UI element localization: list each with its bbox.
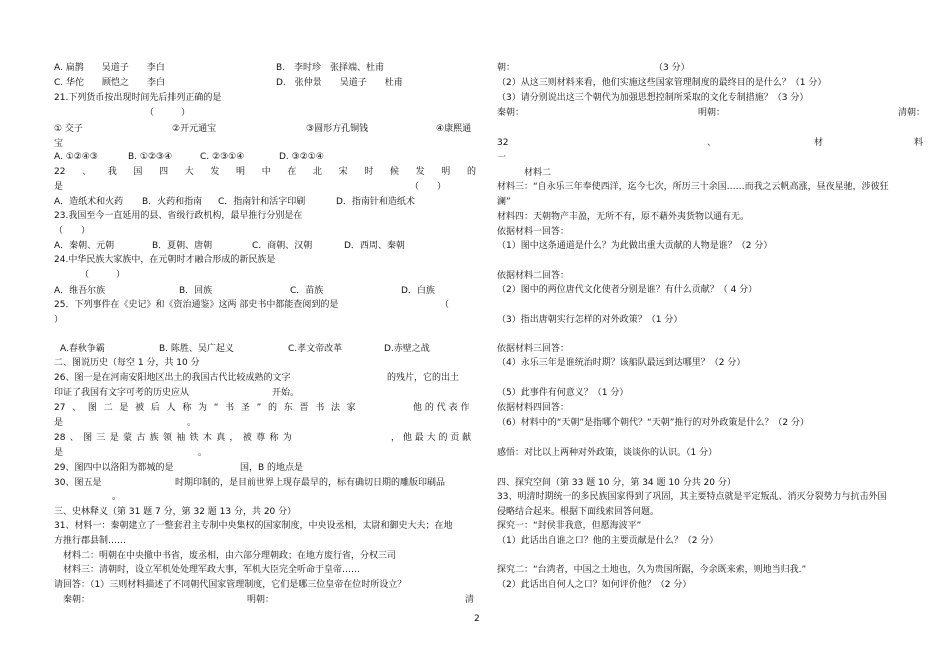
q21-stem: 21.下列货币按出现时间先后排列正确的是 [54, 93, 222, 103]
q32-material-2-label: 材料二 [497, 168, 552, 178]
q31-sub-3: （3）请分别说出这三个朝代为加强思想控制所采取的文化专制措施？（3 分） [497, 93, 809, 103]
q22-char: 候 [389, 167, 399, 177]
q22-char: 明 [441, 167, 451, 177]
q27-text-end: 他 的 代 表 作 [413, 403, 470, 413]
q21-item-3: ③圆形方孔铜钱 [306, 124, 369, 134]
q32-material-4: 材料四：天朝物产丰盈，无所不有，原不藉外夷货物以通有无。 [497, 212, 750, 222]
option-c: C.孝文帝改革 [288, 344, 343, 354]
answer-ming: 明朝： [247, 595, 275, 605]
q22-stem-cont: 是 [54, 182, 64, 192]
option-c: C. ②③①④ [200, 152, 245, 162]
q22-char: 发 [210, 167, 220, 177]
q21-item-4: ④康熙通 [436, 124, 472, 134]
q26-text-cont: 的残片，它的出土 [387, 373, 460, 383]
option-b: B．夏朝、唐朝 [152, 241, 213, 251]
q28-char: 是 [109, 433, 119, 443]
q28-line2: 是 [54, 448, 64, 458]
section-4-heading: 四、探究空间（第 33 题 10 分，第 34 题 10 分共 20 分） [497, 478, 736, 488]
q28-char: 尊 [256, 433, 266, 443]
option-a: A. 扁鹊 吴道子 李白 [54, 63, 165, 73]
q28-char: 蒙 [123, 433, 133, 443]
q21-item-2: ②开元通宝 [172, 124, 217, 134]
q22-char: 北 [313, 167, 323, 177]
q26-line2: 印证了我国有文字可考的历史应从 [54, 388, 190, 398]
q27-char: “ [213, 403, 219, 413]
per-material-4: 依据材料四回答： [497, 403, 570, 413]
q31-sub-1: 请回答：（1）三则材料描述了不同朝代国家管理制度，它们是哪三位皇帝在位时所设立？ [54, 580, 407, 590]
q33-sub-2: （2）此话出自何人之口？如何评价他？（2 分） [497, 580, 692, 590]
q21-answer-bracket: （ ） [145, 108, 191, 118]
option-d: D．指南针和造纸术 [336, 197, 415, 207]
q22-stem [54, 167, 476, 178]
q28-char: 、 [69, 433, 79, 443]
q23-stem: 23.我国至今一直延用的县、省级行政机构，最早推行分别是在 [54, 211, 303, 221]
q30-text-cont: 时期印制的，是目前世界上现存最早的，标有确切日期的雕版印刷品 [175, 478, 446, 488]
explore-1: 探究一：“封侯非我意，但愿海波平” [497, 521, 642, 531]
q30-text: 30、图五是 [54, 478, 102, 488]
q22-char: 时 [364, 167, 374, 177]
explore-2: 探究二：“台湾者，中国之土地也，久为贵国所踞，今余既来索，则地当归我.” [497, 565, 807, 575]
q22-char: 国 [133, 167, 143, 177]
q33-stem: 33、明清时期统一的多民族国家得到了巩固，其主要特点就是平定叛乱、消灭分裂势力与抗击外国 [497, 492, 887, 502]
option-a: A．秦朝、元朝 [54, 241, 115, 251]
q28-char: 领 [162, 433, 172, 443]
answer-qing: 清朝： [898, 108, 926, 118]
q26-text: 26、图一是在河南安阳地区出土的我国古代比较成熟的文字 [54, 373, 291, 383]
q27-line2: 是 [54, 418, 64, 428]
option-d: D. ③②①④ [279, 152, 324, 162]
q22-char: 中 [261, 167, 271, 177]
option-a: A.春秋争霸 [60, 344, 105, 354]
q31-sub-1-score: （3 分） [654, 63, 690, 73]
option-a: A．造纸术和火药 [54, 197, 124, 207]
q27-char: 27 [54, 403, 66, 413]
q24-answer-bracket: （ ） [80, 270, 126, 280]
q27-text [54, 403, 356, 414]
q32-sub-2: （2）图中的两位唐代文化使者分别是谁？有什么贡献？（ 4 分） [497, 285, 758, 295]
q27-char: 东 [283, 403, 293, 413]
q32-sub-1: （1）图中这条通道是什么？为此做出重大贡献的人物是谁？（2 分） [497, 241, 773, 251]
option-c: C．商朝、汉朝 [252, 241, 313, 251]
q30-line2-end: 。 [112, 492, 122, 502]
q27-line2-end: 。 [187, 418, 197, 428]
q32-sub-4: （4）永乐三年是谁统治时期？该船队最远到达哪里？（2 分） [497, 358, 746, 368]
option-c: C．指南针和活字印刷 [218, 197, 306, 207]
q32-sub-3: （3）指出唐朝实行怎样的对外政策？（1 分） [497, 315, 683, 325]
q21-item-1: ① 交子 [54, 124, 83, 134]
q28-char: 袖 [176, 433, 186, 443]
q27-char: 图 [87, 403, 97, 413]
q27-char: 、 [72, 403, 82, 413]
option-d: D. 张仲景 吴道子 杜甫 [276, 78, 403, 88]
q28-char: 真 [216, 433, 226, 443]
answer-qin: 秦朝： [54, 595, 91, 605]
q32-char: 材 [814, 138, 824, 148]
q28-char: 铁 [189, 433, 199, 443]
option-d: D．西周、秦朝 [344, 241, 405, 251]
q22-char: 大 [184, 167, 194, 177]
q31-material-1: 31、材料一：秦朝建立了一整套君主专制中央集权的国家制度，中央设丞相，太尉和御史大夫；在地 [54, 521, 453, 531]
page-number: 2 [474, 614, 480, 624]
option-b: B. 陈胜、吴广起义 [159, 344, 234, 354]
option-c: C．苗族 [290, 286, 324, 296]
q32-char: 料 [914, 138, 924, 148]
q32-number: 32 [497, 138, 509, 148]
q32-reflection: 感悟：对比以上两种对外政策，谈谈你的认识。（1 分） [497, 448, 718, 458]
q24-stem: 24.中华民族大家族中，在元朝时才融合形成的新民族是 [54, 255, 276, 265]
q28-char: 图 [83, 433, 93, 443]
q33-sub-1: （1）此话出自谁之口？他的主要贡献是什么？（2 分） [497, 536, 719, 546]
answer-qing: 清 [465, 595, 475, 605]
q22-char: 、 [82, 167, 92, 177]
q27-char: 书 [315, 403, 325, 413]
q22-char: 明 [236, 167, 246, 177]
per-material-2: 依据材料二回答： [497, 271, 570, 281]
q22-char: 发 [415, 167, 425, 177]
q31-material-1-cont: 方推行郡县制…… [54, 536, 127, 546]
option-d: D．白族 [401, 286, 435, 296]
q28-char: 被 [242, 433, 252, 443]
q27-char: 书 [225, 403, 235, 413]
section-2-heading: 二、图说历史（每空 1 分，共 10 分 [54, 358, 200, 368]
q28-char: 28 [54, 433, 66, 443]
q22-char: 四 [159, 167, 169, 177]
q22-char: 我 [107, 167, 117, 177]
q32-sub-6: （6）材料中的“天朝”是指哪个朝代？“天朝”推行的对外政策是什么？（2 分） [497, 418, 809, 428]
option-b: B．回族 [179, 286, 213, 296]
q27-char: 被 [135, 403, 145, 413]
q22-char: 的 [466, 167, 476, 177]
option-b: B．火药和指南 [142, 197, 203, 207]
q21-item-4-cont: 宝 [54, 139, 64, 149]
q28-text-end: ， 他 最 大 的 贡 献 [391, 433, 472, 443]
q32-material-1-label: 一 [497, 153, 507, 163]
q25-stem: 25．下列事件在《史记》和《资治通鉴》这两 部史书中都能查阅到的是 [54, 300, 339, 310]
q23-answer-bracket: （ ） [54, 226, 91, 236]
q27-char: 晋 [299, 403, 309, 413]
q26-line2-end: 开始。 [272, 388, 300, 398]
q32-sub-5: （5）此事件有何意义？（1 分） [497, 388, 629, 398]
option-c: C. 华佗 顾恺之 李白 [54, 78, 166, 88]
q31-sub-2: （2）从这三则材料来看，他们实施这些国家管理制度的最终目的是什么？（1 分） [497, 78, 827, 88]
q22-char: 22 [54, 167, 66, 177]
q27-char: 为 [198, 403, 208, 413]
answer-qin: 秦朝： [497, 108, 525, 118]
q27-char: 是 [119, 403, 129, 413]
q31-qing-cont: 朝： [497, 63, 516, 73]
per-material-1: 依据材料一回答： [497, 227, 570, 237]
q27-char: 家 [346, 403, 356, 413]
q32-material-3-cont: 澜” [497, 197, 511, 207]
q32-sep: 、 [707, 138, 717, 148]
q32-material-3: 材料三：“自永乐三年奉使西洋，迄今七次，所历三十余国……而我之云帆高涨，昼夜星驰，涉彼狂 [497, 182, 889, 192]
q28-char: 族 [149, 433, 159, 443]
option-d: D.赤壁之战 [384, 344, 430, 354]
option-b: B. 李时珍 张择端、杜甫 [276, 63, 385, 73]
q22-answer-bracket: （ ） [410, 182, 447, 192]
section-3-heading: 三、史林释义（第 31 题 7 分，第 32 题 13 分，共 20 分） [54, 507, 297, 517]
q28-line2-end: 。 [198, 448, 208, 458]
q27-char: 的 [268, 403, 278, 413]
q27-char: 二 [103, 403, 113, 413]
q27-char: 称 [182, 403, 192, 413]
q27-char: 法 [330, 403, 340, 413]
option-a: A．维吾尔族 [54, 286, 106, 296]
q31-material-2: 材料二：明朝在中央撤中书省，废丞相，由六部分理朝政；在地方废行省，分权三司 [54, 551, 397, 561]
q27-char: 后 [150, 403, 160, 413]
q27-char: 圣 [240, 403, 250, 413]
answer-ming: 明朝： [698, 108, 726, 118]
q33-stem-cont: 侵略结合起来。根据下面线索回答问题。 [497, 507, 660, 517]
q29-text: 29、图四中以洛阳为都城的是 [54, 463, 174, 473]
q28-char: 古 [136, 433, 146, 443]
option-a: A. ①②④③ [54, 152, 98, 162]
q28-char: ， [229, 433, 239, 443]
q22-char: 在 [287, 167, 297, 177]
q31-material-3: 材料三：清朝时，设立军机处处理军政大事，军机大臣完全听命于皇帝…… [54, 565, 361, 575]
q25-bracket-close: ） [54, 315, 64, 325]
q29-text-cont: 国，B 的地点是 [240, 463, 304, 473]
per-material-3: 依据材料三回答： [497, 344, 570, 354]
q27-char: 人 [166, 403, 176, 413]
q25-bracket-open: （ [440, 300, 450, 310]
q28-char: 为 [282, 433, 292, 443]
q28-char: 称 [269, 433, 279, 443]
q27-char: ” [256, 403, 262, 413]
q28-char: 木 [202, 433, 212, 443]
q28-char: 三 [96, 433, 106, 443]
q22-char: 宋 [338, 167, 348, 177]
option-b: B. ①②③④ [128, 152, 173, 162]
q28-text [54, 433, 292, 444]
